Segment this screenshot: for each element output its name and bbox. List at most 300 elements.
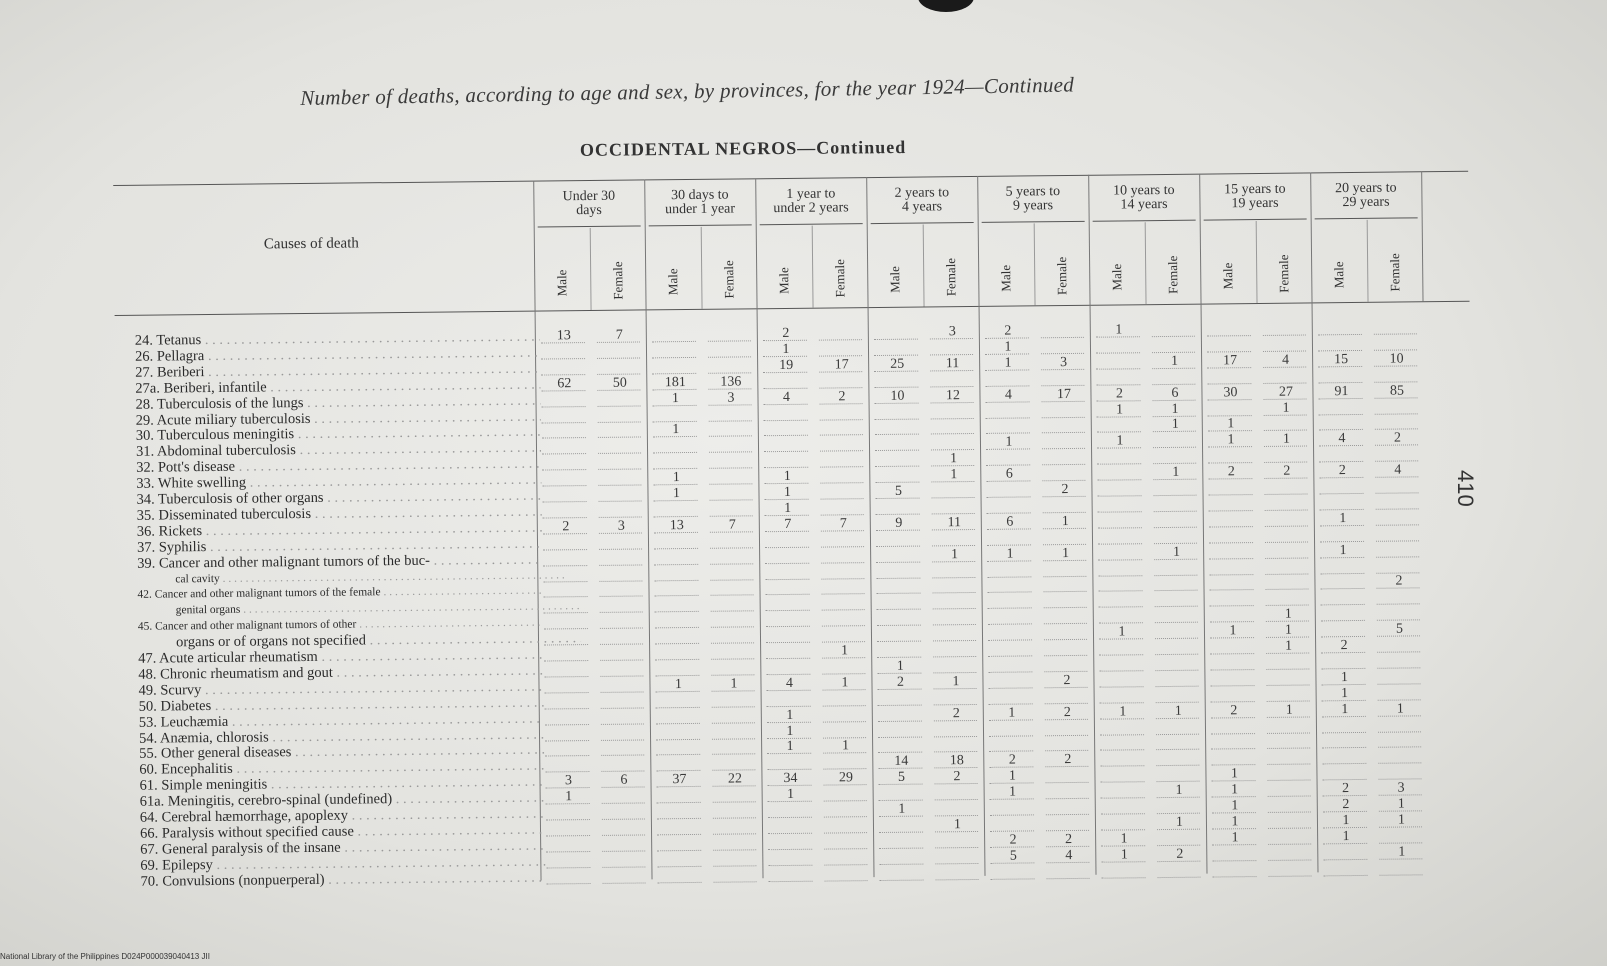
count-cell	[817, 564, 871, 581]
cause-label: 27a. Beriberi, infantile . . .	[135, 376, 540, 396]
count-cell	[1039, 577, 1093, 594]
count-cell	[761, 532, 815, 549]
count-cell	[1094, 577, 1148, 594]
count-cell	[1264, 845, 1318, 862]
count-cell	[648, 327, 702, 344]
count-cell	[538, 439, 592, 456]
count-cell	[928, 594, 982, 611]
count-cell	[706, 612, 760, 629]
count-cell: 1	[1009, 784, 1017, 800]
count-cell	[817, 595, 871, 612]
count-cell: 1	[1398, 844, 1406, 860]
age-group-line1: Under 30	[562, 188, 616, 205]
cause-label: 66. Paralysis without specified cause . . .	[140, 821, 545, 841]
count-cell	[597, 788, 651, 805]
count-cell	[1208, 862, 1262, 879]
count-cell	[1205, 512, 1259, 529]
count-cell	[537, 344, 591, 361]
count-cell	[873, 595, 927, 612]
count-cell	[704, 438, 758, 455]
count-cell: 1	[1005, 434, 1013, 450]
count-cell: 2	[1227, 464, 1235, 480]
count-cell	[875, 817, 929, 834]
age-group-line2: 29 years	[1342, 194, 1390, 211]
count-cell	[1093, 481, 1147, 498]
count-cell	[816, 468, 870, 485]
count-cell	[1264, 829, 1318, 846]
count-cell	[764, 850, 818, 867]
count-cell: 6	[1006, 514, 1014, 530]
age-group-header	[533, 189, 644, 218]
count-cell	[870, 325, 924, 342]
count-cell	[818, 707, 872, 724]
count-cell	[815, 405, 869, 422]
count-cell	[1037, 434, 1091, 451]
age-group-header	[755, 187, 866, 216]
count-cell	[1262, 718, 1316, 735]
count-cell	[593, 407, 647, 424]
count-cell	[597, 757, 651, 774]
count-cell	[650, 581, 704, 598]
count-cell	[1150, 624, 1204, 641]
count-cell	[1318, 733, 1372, 750]
count-cell	[538, 487, 592, 504]
count-cell	[1151, 719, 1205, 736]
count-cell	[1149, 449, 1203, 466]
count-cell: 1	[1004, 339, 1012, 355]
count-cell	[538, 471, 592, 488]
count-cell	[704, 358, 758, 375]
count-cell	[707, 660, 761, 677]
count-cell	[817, 579, 871, 596]
count-cell	[870, 340, 924, 357]
count-cell: 1	[1120, 847, 1128, 863]
age-group-header	[1199, 182, 1310, 211]
count-cell	[1262, 686, 1316, 703]
count-cell	[595, 582, 649, 599]
count-cell	[1263, 813, 1317, 830]
count-cell: 14	[894, 754, 909, 770]
count-cell	[541, 741, 595, 758]
count-cell	[1149, 512, 1203, 529]
count-cell	[816, 484, 870, 501]
age-group-line2: 19 years	[1231, 195, 1279, 212]
count-cell	[540, 646, 594, 663]
cause-label: 28. Tuberculosis of the lungs . . .	[135, 392, 540, 412]
count-cell: 29	[838, 770, 854, 786]
count-cell	[931, 849, 985, 866]
count-cell	[818, 723, 872, 740]
count-cell	[1316, 558, 1370, 575]
count-cell	[984, 641, 1038, 658]
count-cell	[707, 724, 761, 741]
count-cell: 1	[1006, 546, 1014, 562]
count-cell	[815, 420, 869, 437]
count-cell	[542, 821, 596, 838]
count-cell	[1374, 764, 1428, 781]
age-group-header	[866, 186, 977, 215]
count-cell: 2	[562, 519, 570, 535]
count-cell	[926, 403, 980, 420]
count-cell	[760, 421, 814, 438]
count-cell	[593, 423, 647, 440]
sex-divider	[589, 228, 591, 310]
count-cell: 1	[1004, 355, 1012, 371]
count-cell: 1	[672, 486, 681, 502]
count-cell: 1	[1284, 622, 1293, 638]
count-cell	[594, 534, 648, 551]
age-group-line1: 30 days to	[671, 187, 729, 204]
count-cell: 1	[1173, 544, 1181, 560]
count-cell: 1	[1227, 416, 1235, 432]
count-cell	[1262, 670, 1316, 687]
count-cell	[1205, 496, 1259, 513]
count-cell	[597, 741, 651, 758]
count-cell: 37	[672, 772, 687, 788]
count-cell: 2	[1063, 672, 1071, 688]
count-cell	[1093, 449, 1147, 466]
count-cell	[985, 721, 1039, 738]
count-cell: 1	[672, 422, 680, 438]
count-cell	[764, 834, 818, 851]
count-cell	[542, 869, 596, 886]
cause-label: 49. Scurvy . . .	[138, 678, 543, 698]
count-cell	[819, 802, 873, 819]
count-cell	[652, 756, 706, 773]
cause-label: 67. General paralysis of the insane . . .	[140, 837, 545, 857]
count-cell	[596, 693, 650, 710]
count-cell: 19	[779, 357, 794, 373]
cause-label: cal cavity . . .	[175, 567, 580, 587]
count-cell	[1092, 338, 1146, 355]
count-cell	[983, 562, 1037, 579]
count-cell	[986, 816, 1040, 833]
count-cell	[816, 500, 870, 517]
count-cell	[930, 737, 984, 754]
count-cell: 1	[1171, 401, 1179, 417]
count-cell	[982, 403, 1036, 420]
count-cell	[1371, 526, 1425, 543]
count-cell	[872, 579, 926, 596]
count-cell: 1	[1118, 624, 1126, 640]
count-cell	[927, 499, 981, 516]
count-cell: 17	[834, 357, 849, 373]
count-cell: 1	[1175, 782, 1183, 799]
count-cell	[817, 627, 871, 644]
count-cell: 1	[896, 658, 904, 674]
count-cell: 85	[1389, 383, 1405, 399]
count-cell	[1374, 749, 1428, 766]
count-cell	[1096, 751, 1150, 768]
count-cell	[1041, 768, 1095, 785]
count-cell	[1372, 590, 1426, 607]
count-cell: 1	[1284, 606, 1292, 622]
count-cell	[928, 610, 982, 627]
male-column-header: Male	[554, 269, 570, 297]
count-cell	[1315, 415, 1369, 432]
count-cell	[648, 343, 702, 360]
count-cell	[1206, 591, 1260, 608]
count-cell: 1	[1229, 623, 1237, 639]
cause-label: 47. Acute articular rheumatism . . .	[138, 647, 543, 667]
count-cell: 9	[895, 515, 903, 531]
count-cell	[595, 566, 649, 583]
count-cell	[873, 643, 927, 660]
count-cell: 6	[620, 772, 628, 788]
count-cell	[927, 483, 981, 500]
count-cell: 18	[949, 753, 964, 769]
count-cell	[1317, 590, 1371, 607]
count-cell	[818, 659, 872, 676]
count-cell	[928, 578, 982, 595]
count-cell	[709, 851, 763, 868]
count-cell	[1096, 767, 1150, 784]
cause-label: 36. Rickets . . .	[137, 519, 542, 539]
count-cell	[820, 834, 874, 851]
count-cell	[1149, 481, 1203, 498]
male-column-header: Male	[1109, 263, 1125, 291]
count-cell	[1371, 446, 1425, 463]
count-cell: 1	[1116, 401, 1124, 418]
count-cell	[1315, 399, 1369, 416]
count-cell: 1	[1340, 669, 1349, 685]
count-cell: 4	[1004, 387, 1013, 403]
count-cell	[1318, 749, 1372, 766]
count-cell	[762, 612, 816, 629]
count-cell: 62	[557, 375, 572, 392]
count-cell	[542, 853, 596, 870]
count-cell	[1096, 688, 1150, 705]
count-cell	[541, 694, 595, 711]
count-cell	[1039, 561, 1093, 578]
count-cell	[1150, 560, 1204, 577]
count-cell: 2	[953, 769, 961, 785]
count-cell: 1	[1397, 796, 1405, 812]
sex-divider	[922, 225, 924, 307]
count-cell: 1	[784, 500, 792, 516]
cause-label: 61a. Meningitis, cerebro-spinal (undefined) . . .	[140, 790, 545, 810]
count-cell	[925, 340, 979, 357]
count-cell: 1	[842, 738, 850, 754]
count-cell	[649, 406, 703, 423]
count-cell	[706, 597, 760, 614]
count-cell	[706, 628, 760, 645]
count-cell	[819, 818, 873, 835]
count-cell: 5	[1009, 848, 1017, 864]
count-cell	[707, 692, 761, 709]
count-cell	[595, 630, 649, 647]
count-cell: 4	[1065, 847, 1073, 863]
count-cell	[1152, 767, 1206, 784]
count-cell	[1207, 734, 1261, 751]
count-cell: 2	[1393, 430, 1402, 446]
count-cell: 7	[615, 327, 623, 343]
ink-smudge	[918, 0, 974, 12]
age-group-line1: 2 years to	[894, 185, 950, 201]
count-cell	[1040, 657, 1094, 674]
count-cell: 1	[898, 801, 906, 817]
count-cell: 1	[1339, 542, 1347, 558]
count-cell	[653, 836, 707, 853]
count-cell	[1318, 717, 1372, 734]
count-cell	[595, 598, 649, 615]
count-cell	[539, 566, 593, 583]
count-cell: 11	[945, 355, 960, 372]
count-cell	[873, 627, 927, 644]
count-cell	[764, 819, 818, 836]
count-cell	[541, 710, 595, 727]
count-cell	[1375, 828, 1429, 845]
count-cell	[1148, 433, 1202, 450]
count-cell: 2	[838, 388, 846, 405]
count-cell	[1372, 558, 1426, 575]
count-cell	[705, 501, 759, 518]
count-cell	[1097, 783, 1151, 800]
age-group-line1: 1 year to	[786, 186, 836, 202]
count-cell	[986, 864, 1040, 881]
count-cell	[817, 611, 871, 628]
count-cell	[874, 690, 928, 707]
count-cell	[760, 437, 814, 454]
count-cell	[929, 642, 983, 659]
age-group-header	[1088, 184, 1199, 213]
female-column-header: Female	[1275, 254, 1291, 293]
count-cell: 1	[1339, 510, 1347, 526]
count-cell	[1207, 719, 1261, 736]
count-cell	[1148, 369, 1202, 386]
count-cell: 1	[786, 707, 794, 723]
male-column-header: Male	[998, 264, 1014, 292]
count-cell	[652, 708, 706, 725]
count-cell	[1259, 368, 1313, 385]
count-cell	[763, 755, 817, 772]
count-cell	[649, 438, 703, 455]
count-cell	[1203, 321, 1257, 338]
count-cell	[929, 721, 983, 738]
count-cell	[760, 405, 814, 422]
province-subtitle: OCCIDENTAL NEGROS—Continued	[579, 136, 907, 160]
male-column-header: Male	[1220, 262, 1236, 290]
count-cell	[872, 563, 926, 580]
count-cell	[539, 503, 593, 520]
count-cell	[929, 690, 983, 707]
count-cell: 7	[728, 517, 736, 533]
female-column-header: Female	[1386, 253, 1402, 292]
cause-label: 26. Pellagra . . .	[135, 344, 540, 364]
count-cell	[1041, 736, 1095, 753]
count-cell	[1207, 750, 1261, 767]
count-cell: 1	[672, 470, 680, 486]
count-cell: 2	[1061, 482, 1069, 498]
count-cell	[985, 737, 1039, 754]
count-cell	[652, 740, 706, 757]
count-cell	[1036, 323, 1090, 340]
count-cell	[930, 801, 984, 818]
count-cell	[1319, 845, 1373, 862]
count-cell	[653, 820, 707, 837]
count-cell	[764, 803, 818, 820]
count-cell: 2	[1064, 752, 1072, 768]
count-cell	[1040, 641, 1094, 658]
count-cell	[1207, 687, 1261, 704]
sex-divider	[1255, 221, 1257, 303]
cause-label: 32. Pott's disease . . .	[136, 456, 541, 476]
count-cell	[1373, 653, 1427, 670]
count-cell	[871, 404, 925, 421]
count-cell	[1206, 655, 1260, 672]
count-cell	[1151, 671, 1205, 688]
count-cell	[650, 534, 704, 551]
count-cell	[1151, 655, 1205, 672]
count-cell: 2	[1065, 831, 1073, 847]
count-cell: 4	[1338, 431, 1346, 447]
count-cell: 2	[1009, 832, 1017, 848]
count-cell: 1	[1227, 432, 1235, 448]
count-cell	[815, 373, 869, 390]
count-cell	[984, 594, 1038, 611]
count-cell: 34	[783, 771, 798, 787]
count-cell	[982, 482, 1036, 499]
count-cell	[598, 868, 652, 885]
count-cell: 22	[727, 771, 743, 787]
count-cell	[1314, 320, 1368, 337]
count-cell: 15	[1334, 351, 1349, 368]
count-cell: 1	[1397, 812, 1406, 828]
count-cell: 2	[1340, 638, 1348, 654]
count-cell	[981, 371, 1035, 388]
count-cell: 1	[1341, 701, 1349, 717]
count-cell	[1039, 625, 1093, 642]
count-cell	[926, 372, 980, 389]
count-cell	[540, 678, 594, 695]
count-cell: 4	[782, 389, 791, 405]
count-cell	[1205, 560, 1259, 577]
count-cell	[1041, 784, 1095, 801]
count-cell	[1261, 543, 1315, 560]
count-cell	[542, 805, 596, 822]
count-cell	[539, 582, 593, 599]
age-group-line1: 10 years to	[1113, 182, 1175, 199]
count-cell	[1260, 527, 1314, 544]
count-cell	[594, 486, 648, 503]
count-cell: 6	[1005, 466, 1013, 482]
count-cell	[816, 452, 870, 469]
age-group-line2: under 2 years	[773, 200, 849, 217]
count-cell: 1	[1171, 353, 1179, 369]
count-cell: 1	[1119, 704, 1127, 720]
female-column-header: Female	[720, 260, 736, 299]
count-cell	[653, 804, 707, 821]
count-cell: 2	[952, 705, 960, 721]
count-cell: 1	[1231, 782, 1239, 798]
count-cell: 6	[1171, 385, 1179, 401]
cause-label: 34. Tuberculosis of other organs . . .	[136, 488, 541, 508]
count-cell: 1	[1231, 798, 1239, 814]
count-cell	[1263, 734, 1317, 751]
count-cell: 2	[896, 674, 905, 690]
cause-label: 69. Epilepsy . . .	[140, 853, 545, 873]
count-cell	[594, 455, 648, 472]
count-cell	[983, 498, 1037, 515]
count-cell	[1093, 465, 1147, 482]
count-cell	[817, 548, 871, 565]
count-cell	[539, 535, 593, 552]
count-cell	[653, 867, 707, 884]
count-cell: 1	[1061, 513, 1069, 529]
count-cell	[596, 661, 650, 678]
count-cell	[594, 502, 648, 519]
count-cell	[1038, 450, 1092, 467]
